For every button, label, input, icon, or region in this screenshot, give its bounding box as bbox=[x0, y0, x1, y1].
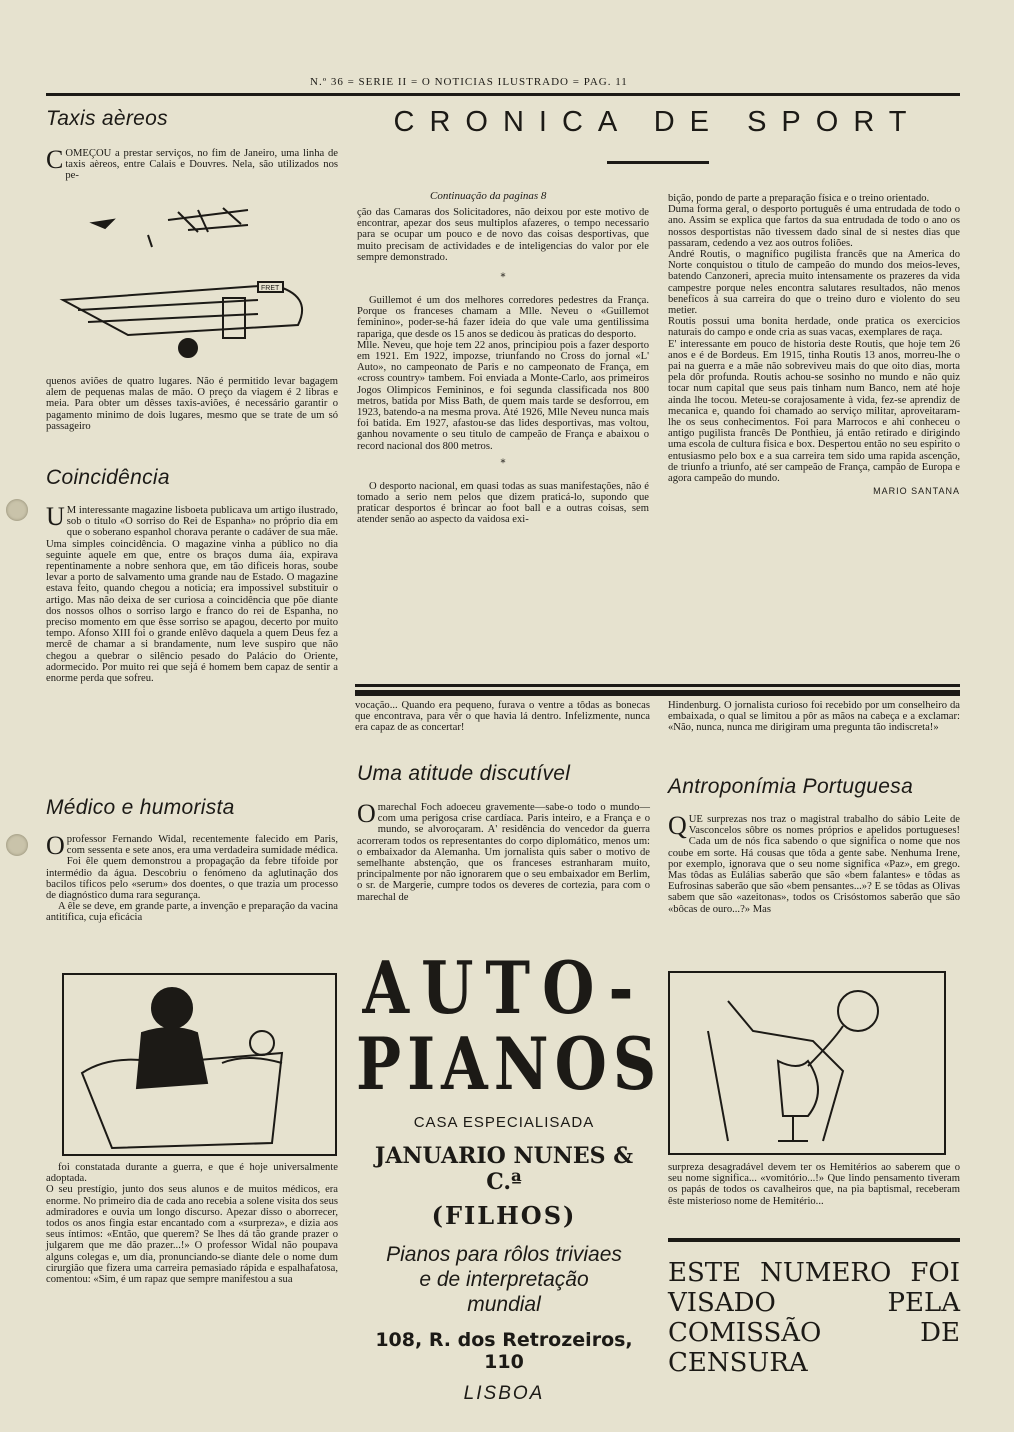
antroponimia-dropcap: Q bbox=[668, 811, 687, 840]
taxis-intro-text: OMEÇOU a prestar serviços, no fim de Janeiro, uma linha de taxis aèreos, entre Calais e Douvres. Nela, são utilizados nos pe- bbox=[65, 148, 338, 182]
atitude-body: marechal Foch adoeceu gravemente—sabe-o todo o mundo—com uma perigosa crise cardíaca. Paris inteiro, e a França e o mundo, se alvoroçaram. A' residência do vencedor da guerra acorreram todos os representantes do corpo diplomático, menos um: o embaixador da Alemanha. Um jornalista quis saber o motivo de semelhante abstenção, que os franceses estranharam muito, principalmente por não ignorarem que o seu embaixador em Berlim, o sr. de Margerie, cumpre todos os deveres de cortezia, para com o marechal de bbox=[357, 802, 650, 903]
coincidencia-dropcap: U bbox=[46, 502, 65, 531]
coincidencia-title: Coincidência bbox=[46, 466, 170, 489]
atitude-article bbox=[357, 799, 650, 903]
taxis-dropcap: C bbox=[46, 145, 64, 174]
cronica-col1a: ção das Camaras dos Solicitadores, não deixou por este motivo de encontrar, apezar dos seus multiplos afazeres, o tempo necessario para se ocupar um pouco e de novo das coisas desportivas, que muito precisam de actividades e de inteligencias do valor por ele sempre demonstrado. bbox=[357, 207, 649, 263]
ad-casa: CASA ESPECIALISADA bbox=[413, 1114, 595, 1131]
medico-title: Médico e humorista bbox=[46, 796, 235, 819]
censura-rule-top bbox=[668, 1238, 960, 1242]
ad-company: JANUARIO NUNES & C.ª bbox=[374, 1143, 634, 1195]
punch-hole-bottom bbox=[6, 834, 28, 856]
ad-city: LISBOA bbox=[463, 1383, 545, 1404]
ad-headline-2: PIANOS bbox=[356, 1023, 663, 1107]
atitude-title: Uma atitude discutível bbox=[357, 762, 571, 785]
bonecas-block bbox=[355, 700, 650, 734]
cronica-continuation: Continuação da paginas 8 bbox=[430, 190, 547, 202]
censura-notice: ESTE NUMERO FOI VISADO PELA COMISSÃO DE CENSURA bbox=[668, 1258, 960, 1378]
cronica-title-rule bbox=[607, 161, 709, 164]
taxis-body bbox=[46, 376, 338, 432]
taxi-plane-illustration bbox=[48, 190, 338, 368]
ad-headline-1: AUTO- bbox=[362, 947, 646, 1031]
cronica-bottom-rule-1 bbox=[355, 684, 960, 687]
medico-body2: A êle se deve, em grande parte, a invenção e preparação da vacina antitífica, cuja eficácia bbox=[46, 901, 338, 924]
cronica-bottom-rule-2 bbox=[355, 690, 960, 696]
ad-slogan: Pianos para rôlos triviaes e de interpretação mundial bbox=[386, 1243, 622, 1316]
cronica-separator-1: * bbox=[500, 272, 506, 284]
antroponimia-body2: surpreza desagradável devem ter os Hemitérios ao saberem que o seu nome significa... «vomitório...!» Que lindo pensamento tiveram os papás de todos os cavalheiros que, na pia baptismal, receberam êste misterioso nome de Hemitério... bbox=[668, 1162, 960, 1207]
cronica-author: MARIO SANTANA bbox=[873, 486, 960, 497]
auto-pianos-ad bbox=[356, 947, 663, 1405]
antroponimia-title: Antroponímia Portuguesa bbox=[668, 775, 914, 798]
antroponimia-continued bbox=[668, 1162, 960, 1207]
antroponimia-body: UE surprezas nos traz o magistral trabalho do sábio Leite de Vasconcelos sôbre os nomes próprios e apelidos portugueses! Cada um de nós fica sabendo o que significa o nome que nos coube em sorte. Há cousas que tôda a gente sabe. Nenhuma Irene, por exemplo, ignorava que o seu nome significa «Paz», em grego. Mas tôdas as Eulálias saberão que são «bem falantes» e tôdas as Eufrosinas saberão que são «bem pensantes...»? E se tôdas as Olivas sabem que são «azeitonas», todos os Crisóstomos saberão que são «bôcas de ouro...?» Mas bbox=[668, 814, 960, 915]
bonecas-text: vocação... Quando era pequeno, furava o ventre a tôdas as bonecas que encontrava, para vêr o que havia lá dentro. Infelizmente, nunca era capaz de as concertar! bbox=[355, 700, 650, 734]
medico-continued bbox=[46, 1162, 338, 1285]
punch-hole-top bbox=[6, 499, 28, 521]
doctor-doll-illustration bbox=[62, 973, 337, 1156]
taxis-body-text: quenos aviões de quatro lugares. Não é permitido levar bagagem alem de pequenas malas de mão. O preço da viagem é 2 libras e meia. Para obter um dêsses taxis-aviões, é necessário garantir o pagamento minimo de dois lugares, mesmo que se trate de um só passageiro bbox=[46, 376, 338, 432]
coincidencia-article bbox=[46, 502, 338, 685]
atitude-dropcap: O bbox=[357, 799, 376, 828]
ad-address: 108, R. dos Retrozeiros, 110 bbox=[375, 1329, 633, 1373]
page-folio: N.º 36 = SERIE II = O NOTICIAS ILUSTRADO = PAG. 11 bbox=[310, 76, 628, 88]
antroponimia-article bbox=[668, 811, 960, 915]
medico-body3: foi constatada durante a guerra, e que é hoje universalmente adoptada. O seu prestígio, junto dos seus alunos e de muitos médicos, era enorme. No primeiro dia de cada ano recebia a solene visita dos seus admiradores e ouvia um longo discurso. Apezar disso o aborrecer, todos os anos fingia estar encantado com a «surpreza», e dizia aos seus íntimos: «Então, que querem? Se lhes dá tão grande prazer o julgarem que me dão prazer...!» O professor Widal não poupava alguns colegas e, um dia, pronunciando-se diante dele o nome dum cirurgião que fizera uma carreira pemasiado rápida e espalhafatosa, comentou: «Sim, é um rapaz que sempre manifestou a sua bbox=[46, 1162, 338, 1286]
hindenburg-text: Hindenburg. O jornalista curioso foi recebido por um conselheiro da embaixada, o qual se limitou a pôr as mãos na cabeça e a exclamar: «Não, nunca, nunca me dirigiram uma pregunta tão indiscreta!» bbox=[668, 700, 960, 734]
cronica-col2 bbox=[668, 193, 960, 496]
medico-body1: professor Fernando Widal, recentemente falecido em Paris, com sessenta e sete anos, era uma verdadeira sumidade médica. Foi êle quem demonstrou a propagação da febre tifoide por intermédio da água. Descobriu o fenómeno da aglutinação dos bacilos tíficos pelo «serum» dos doentes, o que trazia um processo de diagnóstico duma rara segurança. bbox=[46, 834, 338, 902]
medico-article bbox=[46, 831, 338, 924]
cronica-col2-text: bição, pondo de parte a preparação física e o treino orientado. Duma forma geral, o desporto português é uma entrudada de todo o ano. Assim se explica que fartos da sua entrudada de todo o ano os nossos desportistas não tivessem dado sinal de si nestes dias que passaram, cedendo a vez aos outros foliões. André Routis, o magnífico pugilista francês que na America do Norte conquistou o titulo de campeão do mundo dos meios-leves, batendo Canzoneri, aprecia muito intensamente os prazeres da vida campestre porque neles encontra salutares resultados, não menos benefícos à sua carreira do que o treino duro e violento do seu metier. Routis possui uma bonita herdade, onde pratica os exercicios naturais do campo e onde cria as suas vacas, exemplares de raça. E' interessante em pouco de historia deste Routis, que hoje tem 26 anos e é de Bordeus. Em 1915, tinha Routis 13 anos, morreu-lhe o pai na guerra e a mãe não sobreviveu mais do que oito dias, morta pela dôr profunda. Routis achou-se sosinho no mundo e não quiz tocar num capital que seus pais tinham num Banco, nem até hoje ainda lhe tocou. Meteu-se corajosamente à vida, fez-se aprendiz de mecanica e, quando foi chamado ao serviço militar, aproveitaram-lhe os seus conhecimentos. Foi para Marrocos e ahi conheceu o antigo pugilista francês De Ponthieu, já então retirado e dirigindo uma escola de cultura fisica e box. Despertou então no seu espirito o entusiasmo pelo box e a sua carreira tem sido uma rapida ascenção, de triunfo a triunfo, até ser campeão de França, campão de Europa e agora campeão do mundo. bbox=[668, 193, 960, 485]
coincidencia-body: M interessante magazine lisboeta publicava um artigo ilustrado, sob o titulo «O sorriso do Rei de Espanha» no próprio dia em que o soberano espanhol chorava perante o cadáver de sua mãe. Uma simples coincidência. O magazine vinha a público no dia seguinte aquele em que, entre os braços duma áia, expirava repentinamente a nobre senhora que, em tão dificeis horas, soube levar a porto de salvamento uma grande nau de Estado. O magazine estava feito, quando chegou a noticia; era impossivel substituir o artigo. Mas não deixa de ser curiosa a coincidência que põe diante dos nossos olhos o sorriso largo e franco do rei de Espanha, no preciso momento em que êsse sorriso se apagou, decerto por muito tempo. Afonso XIII foi o grande enlêvo daquela a quem Deus fez a mercê de chamar a si brandamente, num leve suspiro que não chegou a quebrar o silêncio pesado do Palácio do Oriente, adormecido. Por muito rei que sejá é homem bem capaz de sentir a enorme perda que sofreu. bbox=[46, 505, 338, 685]
medico-dropcap: O bbox=[46, 831, 65, 860]
taxis-title: Taxis aèreos bbox=[46, 107, 168, 130]
taxis-intro bbox=[46, 145, 338, 182]
cronica-title: CRONICA DE SPORT bbox=[393, 106, 922, 138]
hemiterio-illustration bbox=[668, 971, 946, 1155]
cronica-col1c: O desporto nacional, em quasi todas as suas manifestações, não é tomado a serio nem pelos que dizem praticá-lo, supondo que praticar desportos é brincar ao foot ball e a outras coisas, sem atender senão ao aspecto da vaidosa exi- bbox=[357, 480, 649, 526]
ad-filhos: (FILHOS) bbox=[431, 1201, 577, 1230]
hindenburg-block bbox=[668, 700, 960, 734]
header-rule bbox=[46, 93, 960, 96]
cronica-col1 bbox=[357, 207, 649, 526]
cronica-col1b: Guillemot é um dos melhores corredores pedestres da França. Porque os franceses chamam a Mlle. Neveu o «Guillemot feminino», poder-se-há fazer ideia do que vale uma gentilissima rapariga, que desde os 15 anos se dedicou às praticas do desporto. Mlle. Neveu, que hoje tem 22 anos, principiou pois a fazer desporto em 1921. Em 1922, impozse, triunfando no Cross do jornal «L' Auto», no campeonato de Paris e no campeonato de França, em «cross country» tambem. Foi enviada a Monte-Carlo, aos primeiros Jogos Olimpicos Femininos, e foi segunda classificada nos 800 metros, batida por Miss Bath, de quem mais tarde se desforrou, em 1923, batendo-a na mesma prova. Até 1926, Mlle Neveu nunca mais foi batida. Em 1927, afastou-se das lides desportivas, mas voltou, ganhou novamente o seu titulo de campeão de França e abaixou o record nacional dos 800 metros. bbox=[357, 295, 649, 452]
plane-sign: FRET bbox=[261, 285, 280, 292]
cronica-separator-2: * bbox=[500, 457, 506, 469]
